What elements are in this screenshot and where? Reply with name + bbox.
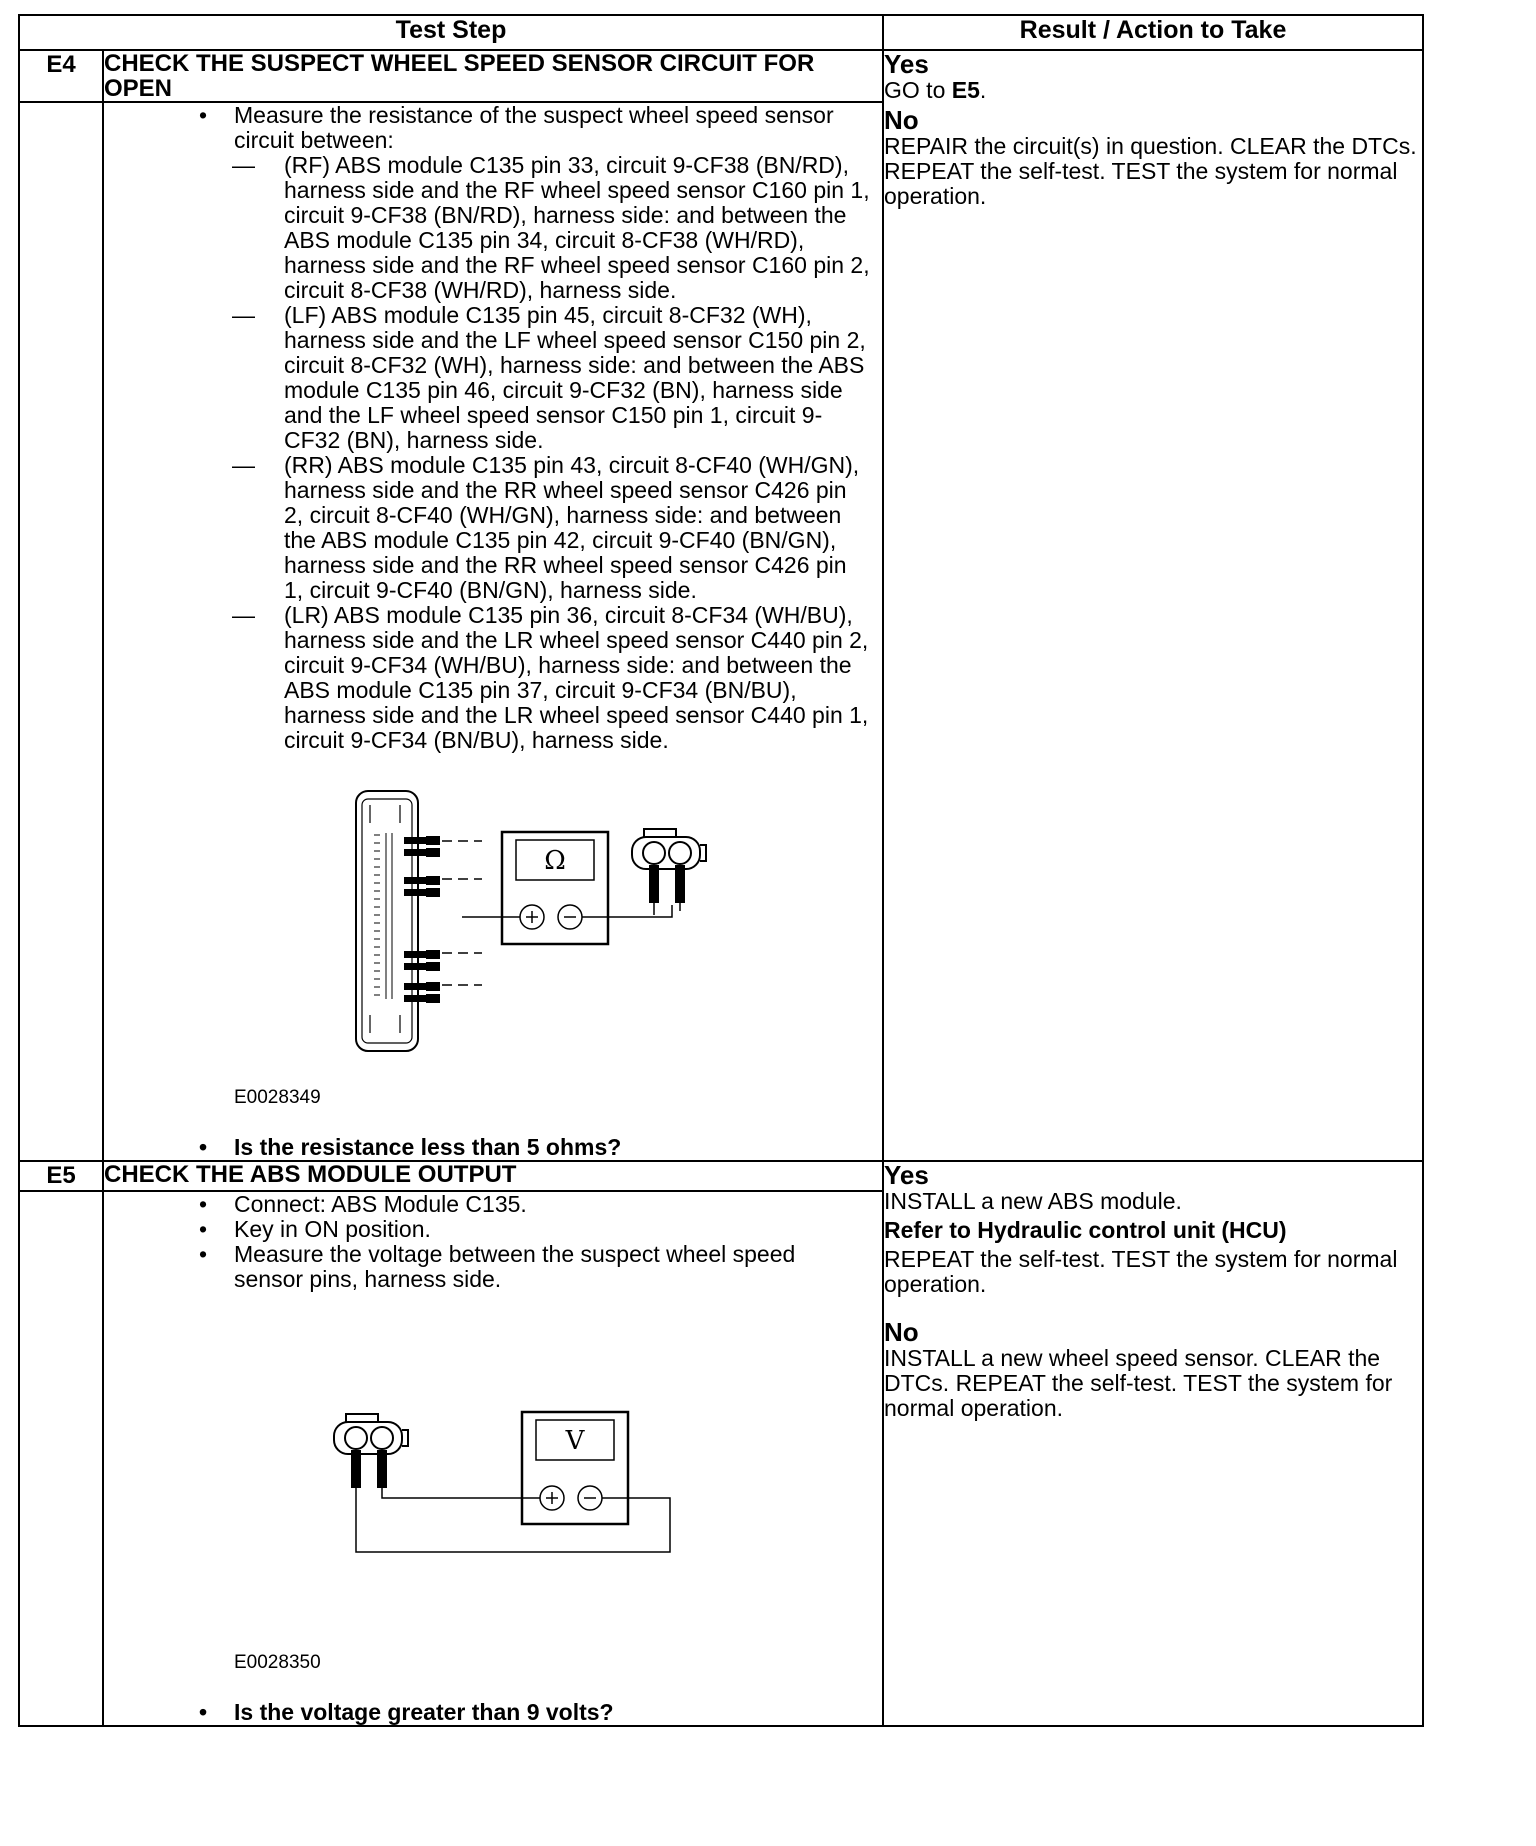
step-e5-id: E5	[19, 1161, 103, 1191]
e5-yes-text: INSTALL a new ABS module.	[884, 1188, 1182, 1214]
abs-module-connector-icon	[356, 791, 418, 1051]
e5-bullet-connect: • Connect: ABS Module C135.	[199, 1191, 527, 1217]
e4-bullet-intro: • Measure the resistance of the suspect wheel speed sensor circuit between:	[199, 102, 834, 153]
sensor-connector-icon	[334, 1414, 408, 1454]
e5-figure-id: E0028350	[234, 1652, 321, 1673]
table-header-row	[19, 15, 1423, 50]
result-action-header: Result / Action to Take	[883, 15, 1423, 50]
step-e5-title: CHECK THE ABS MODULE OUTPUT	[103, 1161, 883, 1191]
wheel-speed-sensor-connector-icon	[632, 829, 706, 869]
e4-yes-target[interactable]: E5	[951, 77, 980, 103]
step-e4-body	[103, 102, 883, 1161]
e4-subitem-lr: — (LR) ABS module C135 pin 36, circuit 8-CF34 (WH/BU), harness side and the LR wheel speed sensor C440 pin 2, circuit 9-CF34 (WH/BU), harness side: and between the ABS module C135 pin 37, circuit 9-CF34 (BN/BU), harness side and the LR wheel speed sensor C440 pin 1, circuit 9-CF34 (BN/BU), harness side.	[232, 602, 869, 753]
e4-no-text: REPAIR the circuit(s) in question. CLEAR the DTCs. REPEAT the self-test. TEST the system for normal operation.	[884, 133, 1417, 209]
e4-subitem-lf: — (LF) ABS module C135 pin 45, circuit 8-CF32 (WH), harness side and the LF wheel speed sensor C150 pin 2, circuit 8-CF32 (WH), harness side: and between the ABS module C135 pin 46, circuit 9-CF32 (BN), harness side and the LF wheel speed sensor C150 pin 1, circuit 9-CF32 (BN), harness side.	[232, 302, 866, 453]
step-e5-title-row	[19, 1161, 1423, 1191]
step-e4-title-row	[19, 50, 1423, 102]
e5-bullet-measure: • Measure the voltage between the suspect wheel speed sensor pins, harness side.	[199, 1241, 796, 1292]
e5-voltage-measurement-diagram	[104, 1402, 884, 1602]
e4-yes-period: .	[979, 77, 987, 103]
e5-yes-text2: REPEAT the self-test. TEST the system for normal operation.	[884, 1246, 1398, 1297]
e4-yes-label: Yes	[884, 49, 929, 79]
e4-subitem-rr: — (RR) ABS module C135 pin 43, circuit 8-CF40 (WH/GN), harness side and the RR wheel speed sensor C426 pin 2, circuit 8-CF40 (WH/GN), harness side: and between the ABS module C135 pin 42, circuit 9-CF40 (BN/GN), harness side and the RR wheel speed sensor C426 pin 1, circuit 9-CF40 (BN/GN), harness side.	[232, 452, 860, 603]
step-e4-result	[883, 50, 1423, 1161]
e4-figure-id: E0028349	[234, 1087, 321, 1108]
step-e5-body	[103, 1191, 883, 1726]
e5-yes-reference[interactable]: Refer to Hydraulic control unit (HCU)	[884, 1217, 1287, 1243]
step-e5-result	[883, 1161, 1423, 1726]
ohm-symbol: Ω	[544, 846, 566, 876]
e4-yes-text: GO to	[884, 77, 946, 103]
e4-no-label: No	[884, 105, 919, 135]
e4-resistance-measurement-diagram	[104, 783, 884, 1083]
step-e4-id: E4	[19, 50, 103, 102]
step-e4-title: CHECK THE SUSPECT WHEEL SPEED SENSOR CIRCUIT FOR OPEN	[103, 50, 883, 102]
e5-yes-label: Yes	[884, 1160, 929, 1190]
e4-subitem-rf: — (RF) ABS module C135 pin 33, circuit 9-CF38 (BN/RD), harness side and the RF wheel speed sensor C160 pin 1, circuit 9-CF38 (BN/RD), harness side: and between the ABS module C135 pin 34, circuit 8-CF38 (WH/RD), harness side and the RF wheel speed sensor C160 pin 2, circuit 8-CF38 (WH/RD), harness side.	[232, 152, 870, 303]
e4-question: • Is the resistance less than 5 ohms?	[199, 1134, 622, 1160]
test-step-header: Test Step	[19, 15, 883, 50]
e5-no-label: No	[884, 1317, 919, 1347]
e5-bullet-key-on: • Key in ON position.	[199, 1216, 431, 1242]
e4-yes-action	[884, 78, 1422, 103]
diagnostic-procedure-table	[18, 14, 1424, 1727]
e5-question: • Is the voltage greater than 9 volts?	[199, 1699, 614, 1725]
e5-no-text: INSTALL a new wheel speed sensor. CLEAR the DTCs. REPEAT the self-test. TEST the system for normal operation.	[884, 1345, 1393, 1421]
volt-symbol: V	[565, 1426, 585, 1456]
